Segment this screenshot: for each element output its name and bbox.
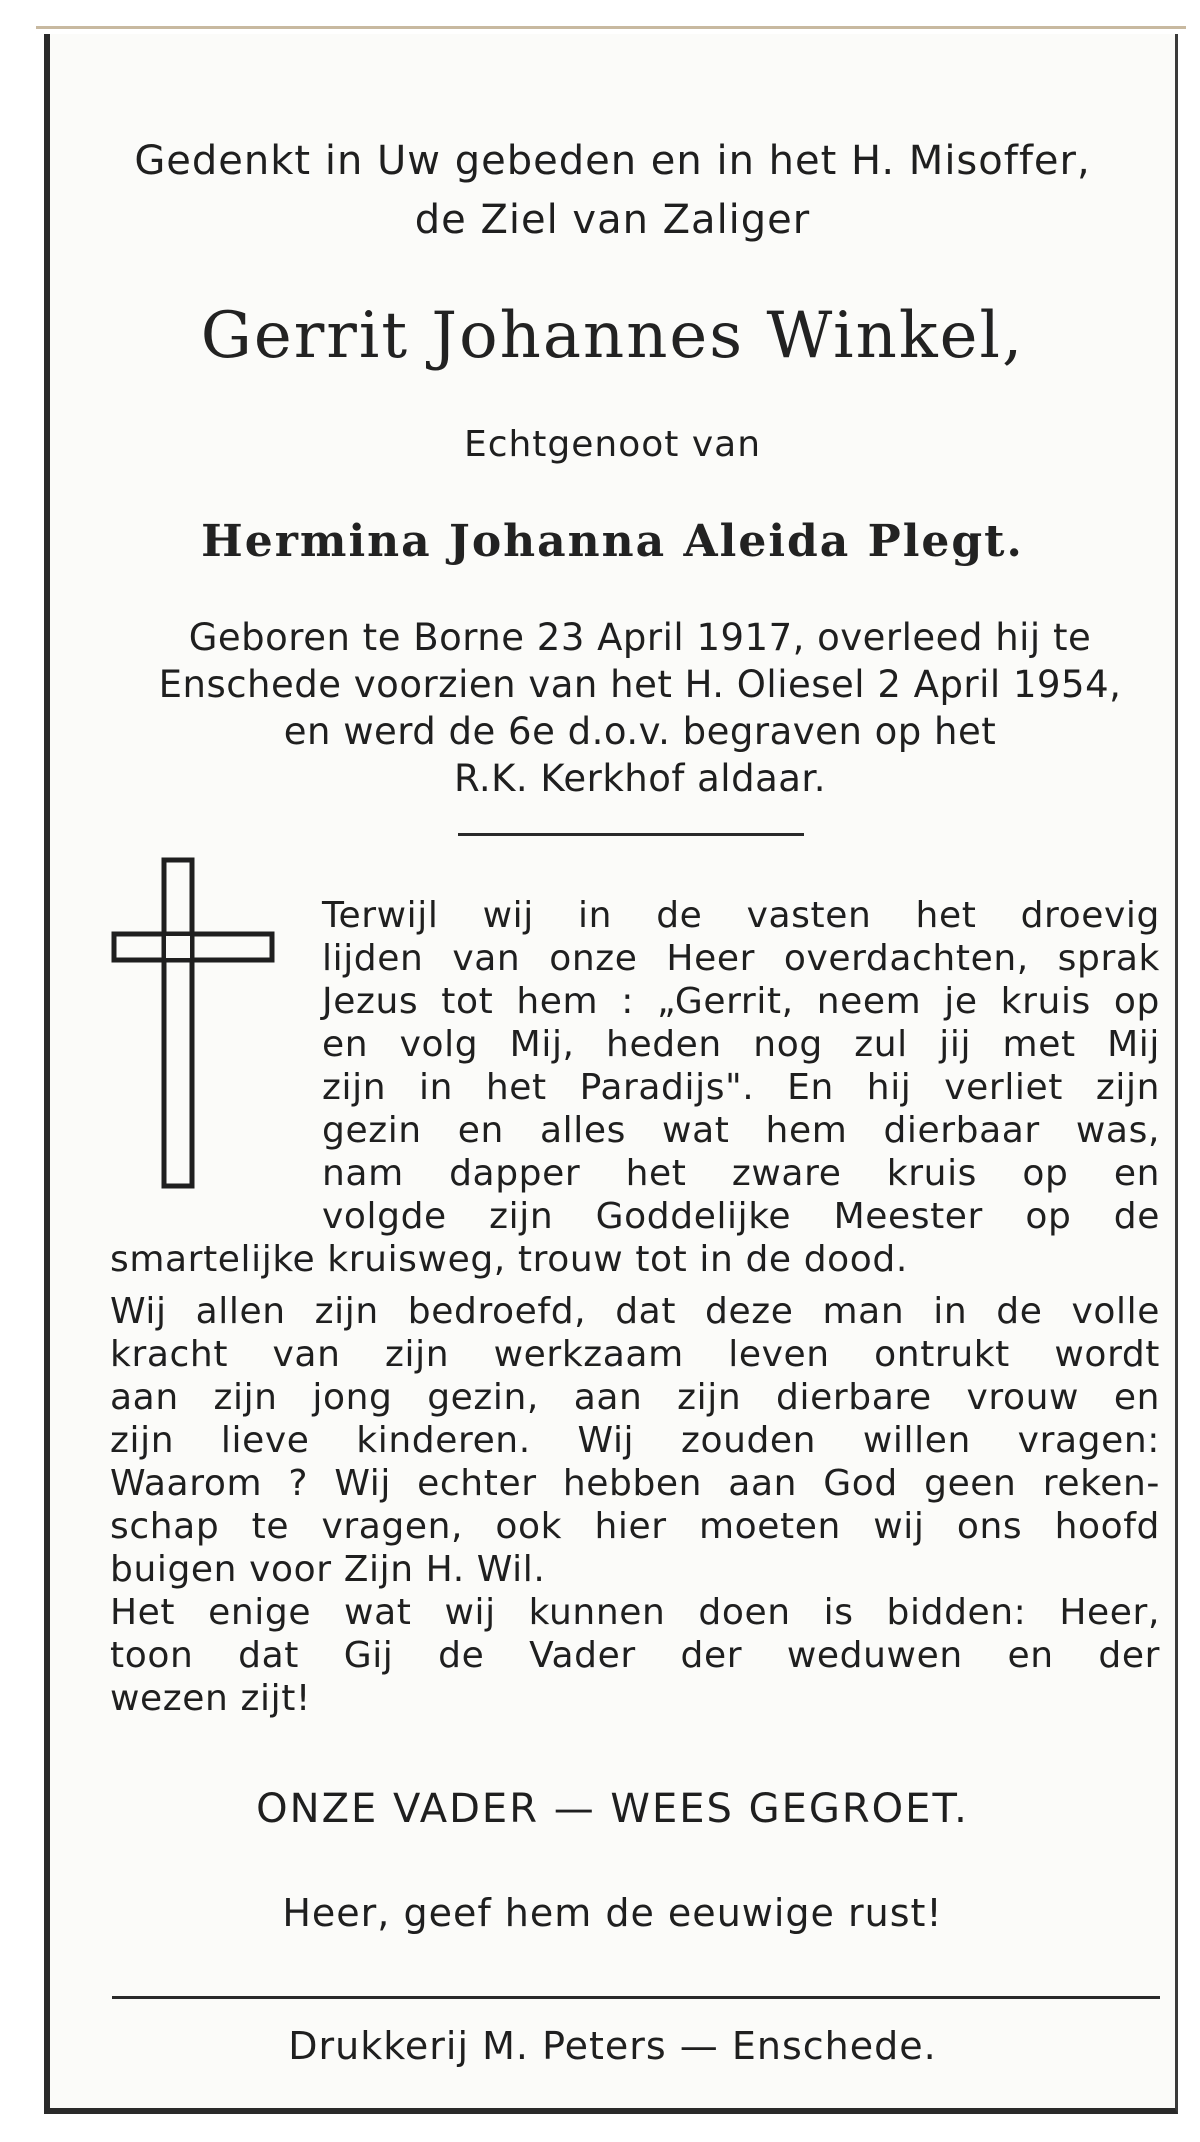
latin-cross-icon [108, 854, 278, 1192]
paragraph-line: buigen voor Zijn H. Wil. [110, 1549, 546, 1590]
paragraph-1 [322, 894, 1160, 1238]
paragraph-2 [110, 1290, 1160, 1720]
paragraph-line: Het enige wat wij kunnen doen is bidden: Heer, [110, 1592, 1160, 1633]
paragraph-line: Terwijl wij in de vasten het droevig [322, 895, 1160, 936]
life-line: R.K. Kerkhof aldaar. [454, 757, 826, 800]
intro-line-1: Gedenkt in Uw gebeden en in het H. Misoffer, [134, 138, 1091, 184]
life-details [120, 614, 1160, 802]
divider-short [458, 833, 804, 836]
paragraph-line: gezin en alles wat hem dierbaar was, [322, 1110, 1160, 1151]
paragraph-line: Wij allen zijn bedroefd, dat deze man in de volle [110, 1291, 1160, 1332]
paragraph-line: schap te vragen, ook hier moeten wij ons hoofd [110, 1506, 1160, 1547]
printer-credit: Drukkerij M. Peters — Enschede. [288, 2024, 937, 2068]
deceased-name: Gerrit Johannes Winkel, [200, 299, 1025, 373]
paragraph-1-tail: smartelijke kruisweg, trouw tot in de dood. [110, 1239, 908, 1280]
paragraph-line: aan zijn jong gezin, aan zijn dierbare vrouw en [110, 1377, 1160, 1418]
paragraph-line: Waarom ? Wij echter hebben aan God geen reken- [110, 1463, 1160, 1504]
paragraph-line: Jezus tot hem : „Gerrit, neem je kruis op [322, 981, 1160, 1022]
paragraph-line: toon dat Gij de Vader der weduwen en der [110, 1635, 1160, 1676]
paragraph-line: volgde zijn Goddelijke Meester op de [322, 1196, 1160, 1237]
paragraph-line: zijn lieve kinderen. Wij zouden willen vragen: [110, 1420, 1160, 1461]
paragraph-line: lijden van onze Heer overdachten, sprak [322, 938, 1160, 979]
card-top-edge [36, 26, 1186, 29]
life-line: en werd de 6e d.o.v. begraven op het [283, 710, 997, 753]
paragraph-line: nam dapper het zware kruis op en [322, 1153, 1160, 1194]
rest-line: Heer, geef hem de eeuwige rust! [282, 1891, 943, 1935]
life-line: Geboren te Borne 23 April 1917, overleed hij te [188, 616, 1092, 659]
paragraph-line: zijn in het Paradijs". En hij verliet zijn [322, 1067, 1160, 1108]
paragraph-line: en volg Mij, heden nog zul jij met Mij [322, 1024, 1160, 1065]
intro-line-2: de Ziel van Zaliger [414, 197, 811, 243]
paragraph-line: wezen zijt! [110, 1678, 311, 1719]
spouse-name: Hermina Johanna Aleida Plegt. [201, 516, 1024, 567]
prayer-line: ONZE VADER — WEES GEGROET. [256, 1786, 969, 1832]
paragraph-line: kracht van zijn werkzaam leven ontrukt wordt [110, 1334, 1160, 1375]
memorial-card [44, 34, 1178, 2114]
life-line: Enschede voorzien van het H. Oliesel 2 April 1954, [158, 663, 1122, 706]
spouse-label: Echtgenoot van [463, 424, 762, 465]
divider-long [112, 1996, 1160, 1999]
